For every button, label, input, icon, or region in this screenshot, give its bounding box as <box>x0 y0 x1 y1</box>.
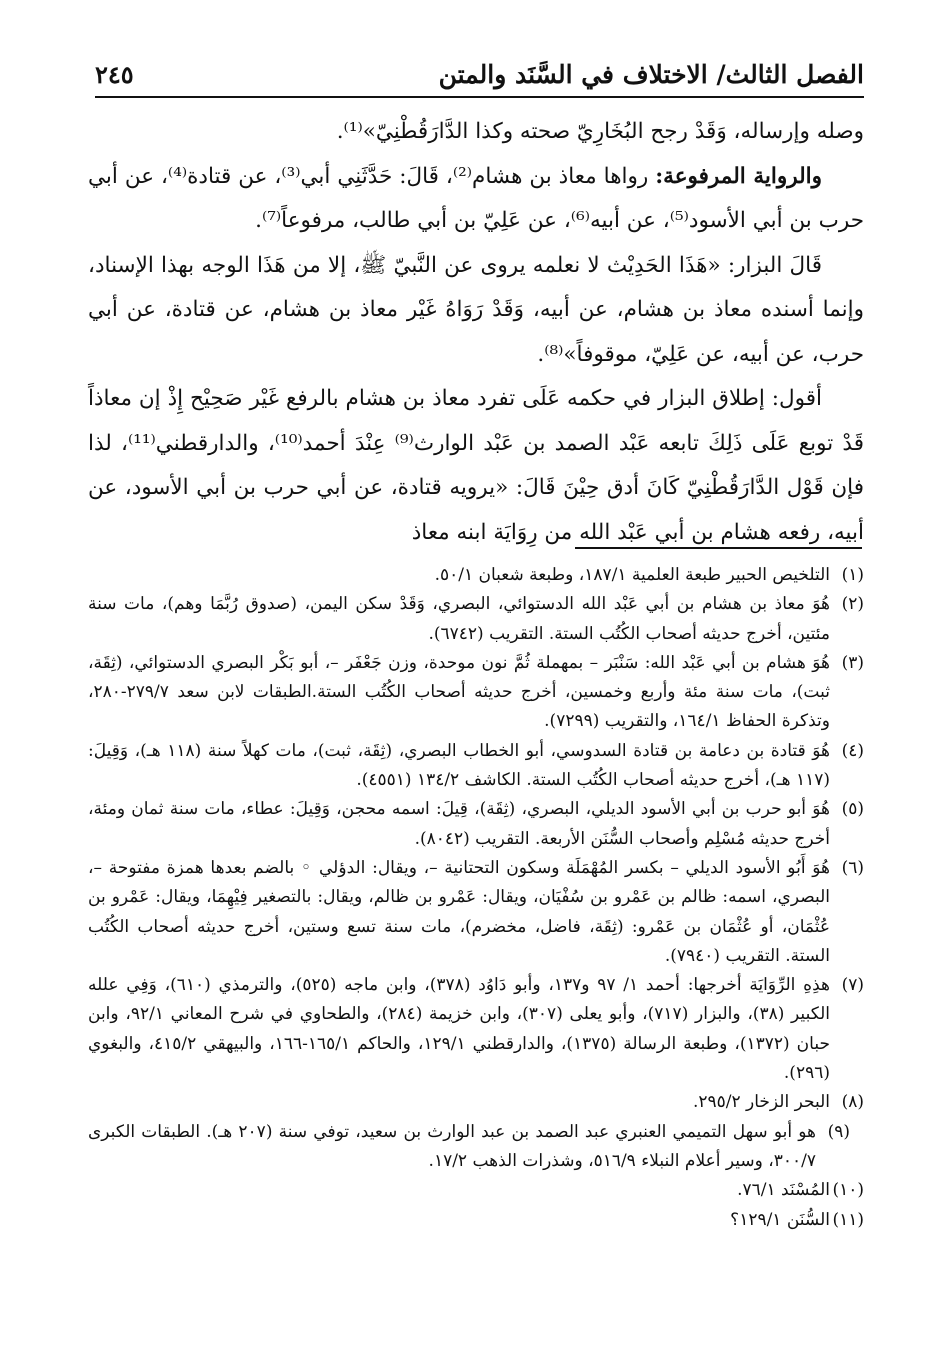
paragraph-3: قَالَ البزار: «هَذَا الحَدِيْث لا نعلمه يروى عن النَّبيّ ﷺ، إلا من هَذَا الوجه بهذا الإسناد، وإنما أسنده معاذ بن هشام، عن أبيه، وَقَدْ رَوَاهُ غَيْر معاذ بن هشام، عن قتادة، عن أبي حرب، عن أبيه، عن عَلِيّ، موقوفاً»⁽⁸⁾. <box>88 252 864 367</box>
footnote-4 <box>88 737 864 796</box>
footnote-10 <box>88 1176 864 1205</box>
footnote-8 <box>88 1088 864 1117</box>
footnote-number: (١) <box>841 565 864 585</box>
footnote-number: (٢) <box>841 594 864 615</box>
footnote-number: (٧) <box>841 975 864 996</box>
footnote-number: (١٠) <box>832 1180 864 1201</box>
footnote-text: السُّنَن ١٢٩/١؟ <box>730 1209 830 1230</box>
footnote-number: (٥) <box>841 799 864 820</box>
footnote-7 <box>88 971 864 1088</box>
footnote-11 <box>88 1206 864 1235</box>
footnote-number: (١١) <box>832 1209 864 1230</box>
footnote-text: هُوَ أَبُو الأسود الديلي – بكسر المُهْمَلَة وسكون التحتانية –، ويقال: الدؤلي ◦ بالضم بعدها همزة مفتوحة –، البصري، اسمه: ظالم بن عَمْرو بن سُفْيَان، ويقال: عَمْرو بن ظالم، ويقال: بالتصغير فِيْهِمَا، ويقال: عَمْرو بن عُثْمَان، أو عُثْمَان بن عَمْرو: (ثِقَة، فاضل، مخضرم)، مات سنة تسع وستين، أخرج حديثه أصحاب الكُتُب الستة. التقريب (٧٩٤٠). <box>88 857 830 966</box>
footnote-1 <box>88 561 864 590</box>
footnote-6 <box>88 854 864 971</box>
running-header <box>95 58 864 98</box>
footnote-5 <box>88 795 864 854</box>
footnote-text: هذِهِ الرِّوَايَة أخرجها: أحمد ١/ ٩٧ و١٣٧، وأبو دَاوُد (٣٧٨)، وابن ماجه (٥٢٥)، والترمذي (٦١٠)، وَفِي علله الكبير (٣٨)، والبزار (٧١٧)، وأبو يعلى (٣٠٧)، وابن خزيمة (٢٨٤)، والطحاوي في شرح المعاني ٩٢/١، وابن حبان (١٣٧٢)، وطبعة الرسالة (١٣٧٥)، والدارقطني ١٢٩/١، والحاكم ١٦٥/١-١٦٦، والبيهقي ٤١٥/٢، والبغوي (٢٩٦). <box>88 975 830 1084</box>
footnote-text: هُوَ معاذ بن هشام بن أبي عَبْد الله الدستوائي، البصري، وَقَدْ سكن اليمن، (صدوق رُبَّمَا وهم)، مات سنة مئتين، أخرج حديثه أصحاب الكُتُب الستة. التقريب (٦٧٤٢). <box>88 594 830 644</box>
footnotes <box>88 561 864 1235</box>
page-number: ٢٤٥ <box>95 60 134 89</box>
footnote-number: (٨) <box>841 1092 864 1113</box>
footnote-separator <box>575 547 862 549</box>
chapter-title: الفصل الثالث/ الاختلاف في السَّنَد والمتن <box>438 60 864 89</box>
footnote-number: (٦) <box>841 857 864 878</box>
footnote-text: هُوَ أبو حرب بن أبي الأسود الديلي، البصري، (ثِقَة)، قِيلَ: اسمه محجن، وَقِيلَ: عطاء، مات سنة ثمان ومئة، أخرج حديثه مُسْلِم وأصحاب السُّنَن الأربعة. التقريب (٨٠٤٢). <box>88 799 830 849</box>
footnote-2 <box>88 590 864 649</box>
footnote-number: (٤) <box>841 740 864 761</box>
main-text <box>88 110 864 555</box>
footnote-text: هُوَ قتادة بن دعامة بن قتادة السدوسي، أبو الخطاب البصري، (ثِقَة، ثبت)، مات كهلاً سنة (١١٨ هـ)، وَقِيلَ: (١١٧ هـ)، أخرج حديثه أصحاب الكُتُب الستة. الكاشف ١٣٤/٢ (٤٥٥١). <box>88 740 830 791</box>
footnote-text: البحر الزخار ٢٩٥/٢. <box>692 1092 830 1113</box>
paragraph-4: أقول: إطلاق البزار في حكمه عَلَى تفرد معاذ بن هشام بالرفع غَيْر صَحِيْح إِذْ إن معاذاً قَدْ توبع عَلَى ذَلِكَ تابعه عَبْد الصمد بن عَبْد الوارث⁽⁹⁾ عِنْدَ أحمد⁽¹⁰⁾، والدارقطني⁽¹¹⁾، لذا فإن قَوْل الدَّارَقُطْنِيّ كَانَ أدق حِيْنَ قَالَ: «يرويه قتادة، عن أبي حرب بن أبي الأسود، عن أبيه، رفعه هشام بن أبي عَبْد الله من رِوَايَة ابنه معاذ <box>88 386 864 545</box>
raised-narration-label: والرواية المرفوعة: <box>655 163 822 189</box>
paragraph-1: وصله وإرساله، وَقَدْ رجح البُخَارِيّ صحته وكذا الدَّارَقُطْنِيّ»⁽¹⁾. <box>336 119 864 144</box>
footnote-text: التلخيص الحبير طبعة العلمية ١٨٧/١، وطبعة شعبان ٥٠/١. <box>434 565 830 585</box>
footnote-text: هُوَ هشام بن أبي عَبْد الله: سَنْبَر – بمهملة ثُمَّ نون موحدة، وزن جَعْفَر –، أبو بَكْر البصري الدستوائي، (ثِقَة، ثبت)، مات سنة مئة وأربع وخمسين، أخرج حديثه أصحاب الكُتُب الستة.الطبقات لابن سعد ٢٧٩/٧-٢٨٠، وتذكرة الحفاظ ١٦٤/١، والتقريب (٧٢٩٩). <box>88 652 830 732</box>
footnote-text: المُسْنَد ٧٦/١. <box>737 1180 830 1201</box>
footnote-number: (٣) <box>841 652 864 673</box>
footnote-9 <box>88 1118 864 1177</box>
footnote-number: (٩) <box>827 1121 850 1142</box>
paragraph-2-text: رواها معاذ بن هشام⁽²⁾، قَالَ: حَدَّثَنِي أبي⁽³⁾، عن قتادة⁽⁴⁾، عن أبي حرب بن أبي الأسود⁽⁵⁾، عن أبيه⁽⁶⁾، عن عَلِيّ بن أبي طالب، مرفوعاً⁽⁷⁾. <box>88 163 864 233</box>
footnote-3 <box>88 649 864 737</box>
footnote-text: هو أبو سهل التميمي العنبري عبد الصمد بن عبد الوارث بن سعيد، توفي سنة (٢٠٧ هـ). الطبقات الكبرى ٣٠٠/٧، وسير أعلام النبلاء ٥١٦/٩، وشذرات الذهب ١٧/٢. <box>88 1121 817 1171</box>
paragraph-2 <box>88 155 864 244</box>
